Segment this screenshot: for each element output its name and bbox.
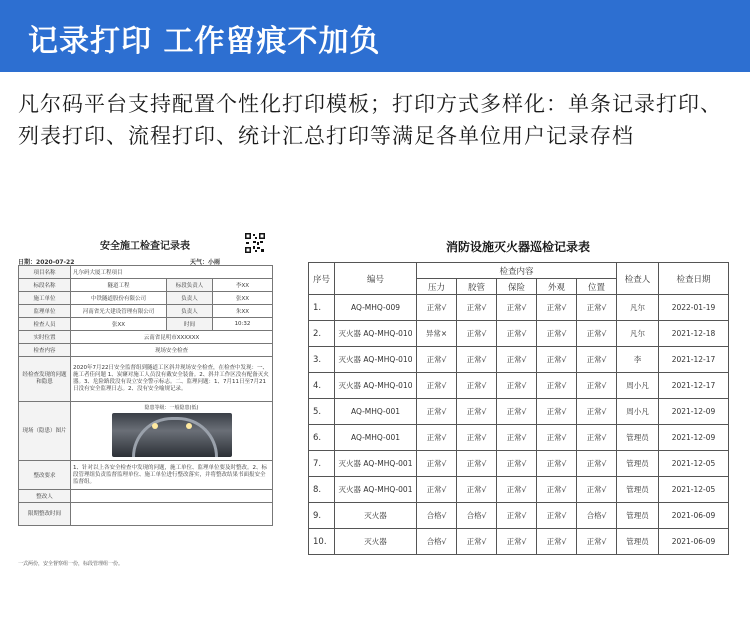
row-appearance: 正常√ [537, 425, 577, 451]
build-unit-value: 中铁隧道股份有限公司 [71, 292, 167, 305]
row-appearance: 正常√ [537, 373, 577, 399]
row-appearance: 正常√ [537, 347, 577, 373]
row-date: 2021-06-09 [659, 529, 729, 555]
row-safety-pin: 正常√ [497, 451, 537, 477]
safety-inspection-record [14, 230, 276, 570]
row-code: 灭火器 AQ-MHQ-010 [335, 321, 417, 347]
row-safety-pin: 正常√ [497, 321, 537, 347]
table-row [309, 373, 729, 399]
row-hose: 正常√ [457, 451, 497, 477]
header-pressure: 压力 [417, 279, 457, 295]
row-appearance: 正常√ [537, 503, 577, 529]
row-seq: 7. [309, 451, 335, 477]
row-seq: 4. [309, 373, 335, 399]
row-date: 2021-12-09 [659, 425, 729, 451]
place-label: 实时位置 [19, 331, 71, 344]
build-unit-label: 施工单位 [19, 292, 71, 305]
row-appearance: 正常√ [537, 399, 577, 425]
row-inspector: 管理员 [617, 451, 659, 477]
row-inspector: 管理员 [617, 529, 659, 555]
rectifier-value [71, 490, 273, 503]
row-date: 2021-12-17 [659, 347, 729, 373]
row-code: AQ-MHQ-001 [335, 399, 417, 425]
photo-label: 现场（隐患）图片 [19, 402, 71, 461]
row-inspector: 凡尔 [617, 321, 659, 347]
fire-table-title: 消防设施灭火器巡检记录表 [445, 240, 590, 254]
row-safety-pin: 正常√ [497, 347, 537, 373]
inspector-value: 张XX [71, 318, 167, 331]
header-inspector: 检查人 [617, 263, 659, 295]
row-pressure: 正常√ [417, 347, 457, 373]
row-safety-pin: 正常√ [497, 477, 537, 503]
photo-cell [71, 402, 273, 461]
build-lead-value: 张XX [213, 292, 273, 305]
row-pressure: 合格√ [417, 503, 457, 529]
table-row [309, 321, 729, 347]
section-value: 隧道工程 [71, 279, 167, 292]
fire-table-body [309, 295, 729, 555]
row-pressure: 合格√ [417, 529, 457, 555]
inspector-label: 检查人员 [19, 318, 71, 331]
issue-value: 2020年7月22日安全监督组到隧道工区斜井现场安全检查，在检查中发现：一、施工者佳问题 1、炭窿对施工人员没有戴安全装备。2、斜井工作区没有配备灭火器。3、危险路段没有设立安全警示标志。二、监理问题：1、7月11日至7月21日没有安全监理日志。2、没有安全喻规记录。 [71, 357, 273, 402]
row-safety-pin: 正常√ [497, 425, 537, 451]
row-seq: 6. [309, 425, 335, 451]
super-unit-label: 监理单位 [19, 305, 71, 318]
description-text: 凡尔码平台支持配置个性化打印模板；打印方式多样化：单条记录打印、列表打印、流程打印、统计汇总打印等满足各单位用户记录存档 [18, 92, 722, 148]
row-position: 合格√ [577, 503, 617, 529]
demand-label: 整改要求 [19, 461, 71, 490]
row-seq: 1. [309, 295, 335, 321]
photo-caption: 隐患等级：一般隐患(低) [144, 404, 199, 411]
row-inspector: 周小凡 [617, 399, 659, 425]
weather-label: 天气： [190, 259, 209, 266]
tunnel-photo [112, 413, 232, 457]
header-code: 编号 [335, 263, 417, 295]
row-appearance: 正常√ [537, 529, 577, 555]
row-seq: 10. [309, 529, 335, 555]
row-date: 2022-01-19 [659, 295, 729, 321]
row-date: 2021-12-05 [659, 451, 729, 477]
super-unit-value: 河南省光大建设管理有限公司 [71, 305, 167, 318]
row-date: 2021-12-05 [659, 477, 729, 503]
row-position: 正常√ [577, 451, 617, 477]
table-row [309, 529, 729, 555]
row-pressure: 正常√ [417, 373, 457, 399]
super-lead-label: 负责人 [167, 305, 213, 318]
issue-label: 经检查发现的问题和隐患 [19, 357, 71, 402]
row-date: 2021-12-17 [659, 373, 729, 399]
super-lead-value: 朱XX [213, 305, 273, 318]
row-position: 正常√ [577, 347, 617, 373]
header-title: 记录打印 工作留痕不加负 [28, 24, 381, 59]
header-content: 检查内容 [417, 263, 617, 279]
row-inspector: 管理员 [617, 503, 659, 529]
row-seq: 5. [309, 399, 335, 425]
qr-code-icon [244, 232, 266, 254]
row-appearance: 正常√ [537, 321, 577, 347]
row-inspector: 管理员 [617, 425, 659, 451]
section-lead-value: 李XX [213, 279, 273, 292]
date-label: 日期： [18, 259, 37, 266]
header-hose: 胶管 [457, 279, 497, 295]
row-pressure: 正常√ [417, 425, 457, 451]
safety-record-table [18, 265, 273, 526]
row-safety-pin: 正常√ [497, 503, 537, 529]
build-lead-label: 负责人 [167, 292, 213, 305]
row-position: 正常√ [577, 425, 617, 451]
row-hose: 正常√ [457, 295, 497, 321]
time-value: 10:32 [213, 318, 273, 331]
row-position: 正常√ [577, 477, 617, 503]
row-code: 灭火器 [335, 503, 417, 529]
content-value: 现场安全检查 [71, 344, 273, 357]
header-safety-pin: 保险 [497, 279, 537, 295]
row-seq: 2. [309, 321, 335, 347]
row-inspector: 周小凡 [617, 373, 659, 399]
row-appearance: 正常√ [537, 451, 577, 477]
row-hose: 正常√ [457, 373, 497, 399]
row-appearance: 正常√ [537, 295, 577, 321]
row-inspector: 凡尔 [617, 295, 659, 321]
table-row [309, 503, 729, 529]
row-code: 灭火器 AQ-MHQ-010 [335, 347, 417, 373]
deadline-value [71, 503, 273, 526]
section-lead-label: 标段负责人 [167, 279, 213, 292]
row-hose: 正常√ [457, 529, 497, 555]
row-hose: 正常√ [457, 347, 497, 373]
demand-value: 1、针对以上各安全检查中发现的问题，施工单位、监理单位要及时整改。2、标段管理组负责监督监理单位、施工单位进行整改落实，并将整改结果书面报安全监督组。 [71, 461, 273, 490]
weather-value: 小雨 [208, 259, 221, 266]
row-pressure: 正常√ [417, 295, 457, 321]
content-label: 检查内容 [19, 344, 71, 357]
place-value: 云南省昆明市XXXXXX [71, 331, 273, 344]
section-label: 标段名称 [19, 279, 71, 292]
row-code: 灭火器 AQ-MHQ-010 [335, 373, 417, 399]
row-inspector: 管理员 [617, 477, 659, 503]
row-code: AQ-MHQ-009 [335, 295, 417, 321]
row-code: AQ-MHQ-001 [335, 425, 417, 451]
row-date: 2021-06-09 [659, 503, 729, 529]
deadline-label: 限期整改时间 [19, 503, 71, 526]
fire-inspection-table [308, 262, 729, 555]
row-seq: 3. [309, 347, 335, 373]
row-pressure: 正常√ [417, 451, 457, 477]
doc-title: 安全施工检查记录表 [100, 241, 190, 252]
row-hose: 正常√ [457, 399, 497, 425]
row-hose: 正常√ [457, 477, 497, 503]
row-position: 正常√ [577, 295, 617, 321]
table-row [309, 451, 729, 477]
row-hose: 正常√ [457, 425, 497, 451]
row-position: 正常√ [577, 399, 617, 425]
project-label: 项目名称 [19, 266, 71, 279]
table-row [309, 425, 729, 451]
time-label: 时间 [167, 318, 213, 331]
header-date: 检查日期 [659, 263, 729, 295]
table-row [309, 399, 729, 425]
row-pressure: 正常√ [417, 399, 457, 425]
header-banner [0, 0, 750, 72]
table-row [309, 295, 729, 321]
row-safety-pin: 正常√ [497, 373, 537, 399]
date-value: 2020-07-22 [36, 259, 75, 266]
header-position: 位置 [577, 279, 617, 295]
row-hose: 正常√ [457, 321, 497, 347]
table-row [309, 347, 729, 373]
row-date: 2021-12-18 [659, 321, 729, 347]
row-appearance: 正常√ [537, 477, 577, 503]
header-seq: 序号 [309, 263, 335, 295]
row-pressure: 异常× [417, 321, 457, 347]
row-position: 正常√ [577, 321, 617, 347]
row-code: 灭火器 [335, 529, 417, 555]
row-inspector: 李 [617, 347, 659, 373]
row-pressure: 正常√ [417, 477, 457, 503]
row-position: 正常√ [577, 373, 617, 399]
header-appearance: 外观 [537, 279, 577, 295]
row-date: 2021-12-09 [659, 399, 729, 425]
row-position: 正常√ [577, 529, 617, 555]
table-row [309, 477, 729, 503]
row-code: 灭火器 AQ-MHQ-001 [335, 451, 417, 477]
doc-footer: 一式两份，安全督察组一份，标段管理组一份。 [18, 561, 124, 567]
row-safety-pin: 正常√ [497, 529, 537, 555]
row-safety-pin: 正常√ [497, 399, 537, 425]
project-value: 凡尔码大厦工程项目 [71, 266, 273, 279]
row-hose: 合格√ [457, 503, 497, 529]
row-safety-pin: 正常√ [497, 295, 537, 321]
row-code: 灭火器 AQ-MHQ-001 [335, 477, 417, 503]
row-seq: 8. [309, 477, 335, 503]
rectifier-label: 整改人 [19, 490, 71, 503]
row-seq: 9. [309, 503, 335, 529]
